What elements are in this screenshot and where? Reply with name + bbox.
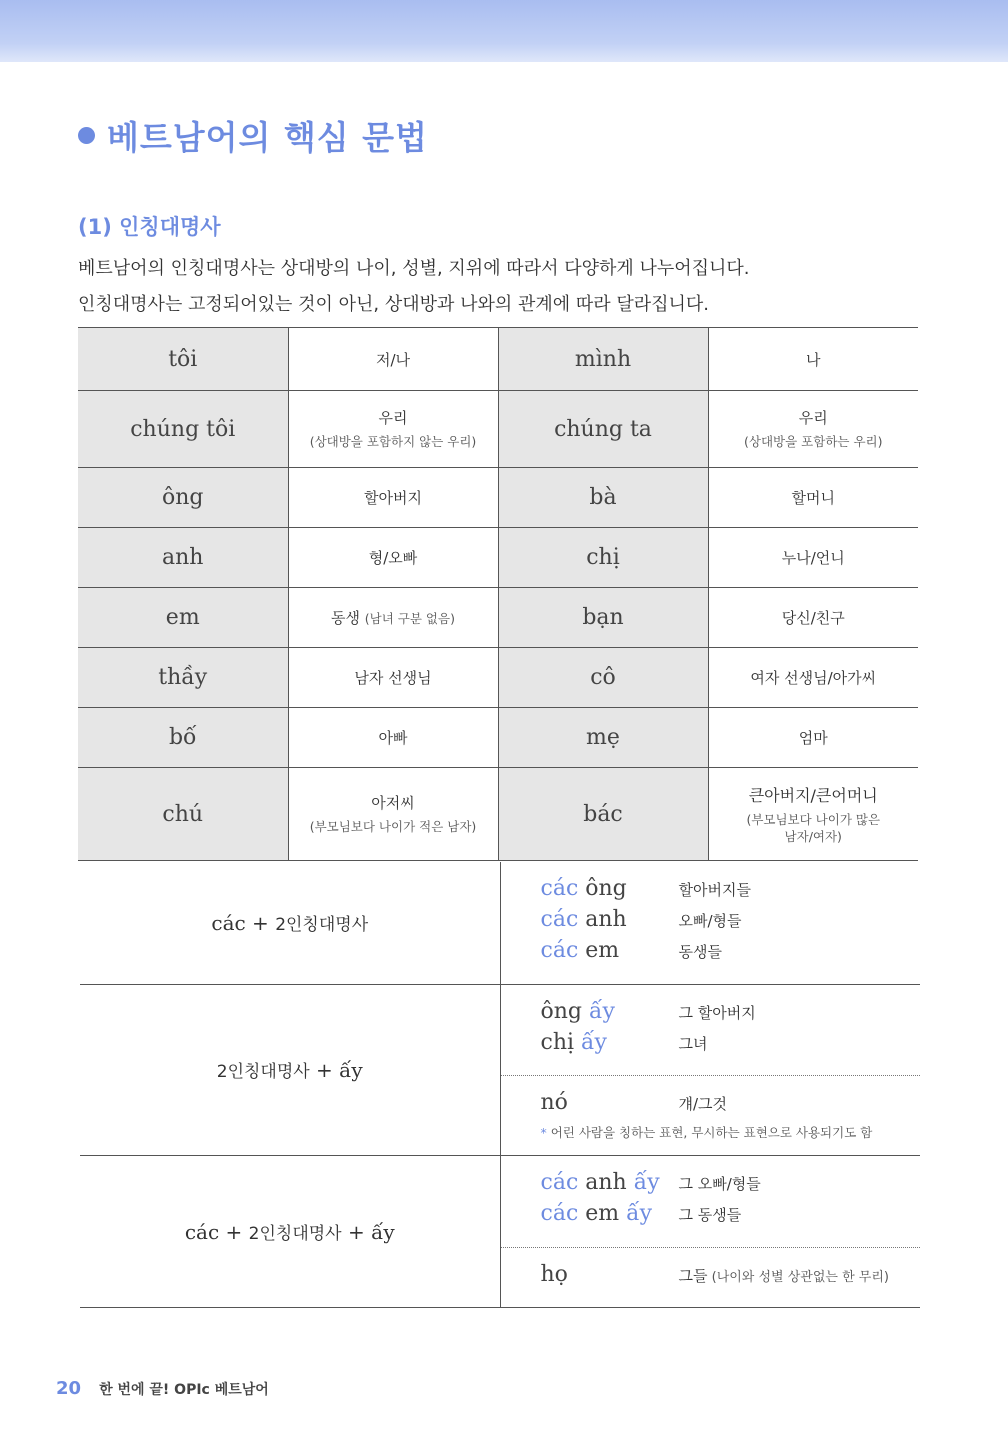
ko-text: 우리 bbox=[798, 409, 828, 428]
example-line bbox=[541, 1201, 921, 1232]
example-line bbox=[541, 876, 921, 907]
example-ko-note: (나이와 성별 상관없는 한 무리) bbox=[707, 1269, 889, 1285]
vi-word: bạn bbox=[498, 588, 708, 648]
example-ko: 그 할아버지 bbox=[678, 1003, 756, 1022]
ko-text: 할머니 bbox=[791, 489, 835, 507]
rule-label bbox=[80, 984, 500, 1155]
example-word: chị bbox=[540, 1029, 582, 1055]
ko-text: 당신/친구 bbox=[781, 609, 845, 627]
ko-meaning bbox=[288, 328, 498, 391]
vi-word: bố bbox=[78, 708, 288, 768]
example-ko: 동생들 bbox=[678, 943, 722, 962]
table-row bbox=[78, 328, 918, 391]
ko-note: (남녀 구분 없음) bbox=[364, 611, 455, 626]
example-cell bbox=[500, 862, 920, 984]
example-line bbox=[541, 1090, 921, 1121]
example-line bbox=[541, 938, 921, 969]
ko-meaning bbox=[708, 588, 918, 648]
example-vi bbox=[541, 907, 679, 932]
table-row bbox=[78, 528, 918, 588]
demonstrative-marker: ấy bbox=[626, 1201, 653, 1226]
asterisk-icon: * bbox=[540, 1124, 547, 1140]
example-vi bbox=[541, 1170, 679, 1195]
vi-word: mẹ bbox=[498, 708, 708, 768]
ko-meaning bbox=[708, 468, 918, 528]
vi-word: chị bbox=[498, 528, 708, 588]
rule-ko-part: 2인칭대명사 bbox=[275, 915, 369, 936]
usage-note-text: 어린 사람을 칭하는 표현, 무시하는 표현으로 사용되기도 함 bbox=[546, 1124, 873, 1140]
example-ko: 그 오빠/형들 bbox=[678, 1175, 761, 1193]
ko-text: 저/나 bbox=[375, 350, 411, 369]
rule-vi-part: các + bbox=[211, 911, 276, 936]
example-line bbox=[541, 907, 921, 938]
example-vi bbox=[541, 876, 679, 901]
ko-text: 누나/언니 bbox=[781, 549, 845, 567]
plural-marker: các bbox=[540, 938, 579, 964]
example-word: ông bbox=[578, 876, 627, 902]
book-title: 한 번에 끝! OPIc 베트남어 bbox=[99, 1382, 269, 1398]
intro-line-2: 인칭대명사는 고정되어있는 것이 아닌, 상대방과 나와의 관계에 따라 달라집니다. bbox=[78, 294, 710, 315]
ko-meaning bbox=[708, 648, 918, 708]
ko-note: (부모님보다 나이가 적은 남자) bbox=[309, 819, 477, 835]
plural-marker: các bbox=[540, 1170, 579, 1195]
example-vi bbox=[541, 938, 679, 963]
ko-meaning bbox=[288, 708, 498, 768]
example-cell bbox=[500, 1155, 920, 1247]
ko-text: 나 bbox=[806, 350, 821, 369]
ko-note: (상대방을 포함하지 않는 우리) bbox=[309, 434, 477, 450]
table-row bbox=[78, 391, 918, 468]
ko-meaning bbox=[288, 588, 498, 648]
table-row bbox=[80, 862, 920, 984]
table-row bbox=[78, 588, 918, 648]
ko-text: 아빠 bbox=[378, 729, 408, 747]
example-ko: 걔/그것 bbox=[678, 1094, 728, 1113]
table-row bbox=[78, 708, 918, 768]
rule-label bbox=[80, 862, 500, 984]
intro-line-1: 베트남어의 인칭대명사는 상대방의 나이, 성별, 지위에 따라서 다양하게 나누어집니다. bbox=[78, 258, 750, 279]
ko-meaning bbox=[288, 468, 498, 528]
ko-meaning bbox=[288, 648, 498, 708]
example-cell bbox=[500, 984, 920, 1075]
example-word: anh bbox=[578, 907, 627, 933]
vi-word: em bbox=[78, 588, 288, 648]
table-row bbox=[80, 984, 920, 1075]
vi-word: ông bbox=[78, 468, 288, 528]
ko-text: 큰아버지/큰어머니 bbox=[748, 785, 878, 805]
plural-table bbox=[80, 862, 920, 1308]
ko-note: (부모님보다 나이가 많은 남자/여자) bbox=[746, 811, 881, 844]
ko-meaning bbox=[708, 768, 918, 861]
example-line bbox=[541, 1262, 921, 1293]
vi-word: chú bbox=[78, 768, 288, 861]
example-vi: họ bbox=[540, 1261, 568, 1287]
example-word: em bbox=[578, 1201, 627, 1226]
plural-marker: các bbox=[540, 907, 579, 933]
vi-word: anh bbox=[78, 528, 288, 588]
pronoun-table bbox=[78, 327, 918, 861]
example-vi bbox=[541, 1030, 679, 1055]
example-vi bbox=[541, 1201, 679, 1226]
ko-text: 아저씨 bbox=[371, 794, 415, 813]
example-ko: 그 동생들 bbox=[678, 1206, 742, 1224]
ko-meaning bbox=[708, 391, 918, 468]
demonstrative-marker: ấy bbox=[581, 1029, 607, 1055]
example-cell bbox=[500, 1075, 920, 1155]
vi-word: chúng ta bbox=[498, 391, 708, 468]
vi-word: bác bbox=[498, 768, 708, 861]
ko-meaning bbox=[288, 768, 498, 861]
vi-word: thầy bbox=[78, 648, 288, 708]
example-line bbox=[541, 999, 921, 1030]
example-ko: 오빠/형들 bbox=[678, 912, 742, 931]
table-row bbox=[80, 1155, 920, 1247]
example-vi: nó bbox=[540, 1089, 568, 1115]
rule-label bbox=[80, 1155, 500, 1307]
vi-word: cô bbox=[498, 648, 708, 708]
example-word: em bbox=[578, 938, 620, 964]
usage-note bbox=[541, 1123, 921, 1141]
example-line bbox=[541, 1030, 921, 1061]
ko-text: 동생 bbox=[331, 609, 361, 627]
example-ko-text: 그들 bbox=[678, 1266, 708, 1285]
vi-word: tôi bbox=[78, 328, 288, 391]
example-ko: 그녀 bbox=[678, 1034, 708, 1053]
page-number: 20 bbox=[56, 1378, 82, 1399]
demonstrative-marker: ấy bbox=[633, 1170, 660, 1195]
vi-word: mình bbox=[498, 328, 708, 391]
plural-marker: các bbox=[540, 1201, 579, 1226]
example-word: anh bbox=[578, 1170, 634, 1195]
section-title bbox=[78, 112, 428, 159]
rule-vi-part: các + bbox=[184, 1219, 249, 1244]
ko-note: (상대방을 포함하는 우리) bbox=[744, 434, 883, 450]
ko-meaning bbox=[288, 528, 498, 588]
table-row bbox=[78, 768, 918, 861]
section-title-text: 베트남어의 핵심 문법 bbox=[107, 118, 428, 157]
vi-word: chúng tôi bbox=[78, 391, 288, 468]
bullet-dot-icon bbox=[78, 127, 95, 144]
example-line bbox=[541, 1170, 921, 1201]
ko-meaning bbox=[708, 328, 918, 391]
plural-marker: các bbox=[540, 876, 579, 902]
table-row bbox=[78, 468, 918, 528]
ko-text: 우리 bbox=[378, 409, 408, 428]
ko-text: 할아버지 bbox=[364, 489, 422, 507]
page-footer bbox=[56, 1378, 269, 1399]
example-ko: 할아버지들 bbox=[678, 881, 751, 900]
rule-ko-part: 2인칭대명사 bbox=[248, 1223, 342, 1244]
ko-text: 남자 선생님 bbox=[354, 669, 432, 687]
example-vi bbox=[541, 999, 679, 1024]
rule-ko-part: 2인칭대명사 bbox=[216, 1062, 310, 1082]
ko-meaning bbox=[708, 708, 918, 768]
ko-meaning bbox=[708, 528, 918, 588]
sub-title: (1) 인칭대명사 bbox=[78, 215, 221, 239]
vi-word: bà bbox=[498, 468, 708, 528]
rule-vi-part: + ấy bbox=[341, 1219, 395, 1244]
demonstrative-marker: ấy bbox=[589, 998, 615, 1024]
example-cell bbox=[500, 1247, 920, 1307]
rule-vi-part: + ấy bbox=[309, 1058, 363, 1082]
top-color-band bbox=[0, 0, 1008, 62]
ko-meaning bbox=[288, 391, 498, 468]
table-row bbox=[78, 648, 918, 708]
ko-text: 여자 선생님/아가씨 bbox=[750, 669, 877, 687]
example-word: ông bbox=[540, 998, 589, 1024]
ko-text: 엄마 bbox=[798, 729, 828, 747]
ko-text: 형/오빠 bbox=[368, 549, 418, 567]
example-ko bbox=[679, 1265, 890, 1286]
